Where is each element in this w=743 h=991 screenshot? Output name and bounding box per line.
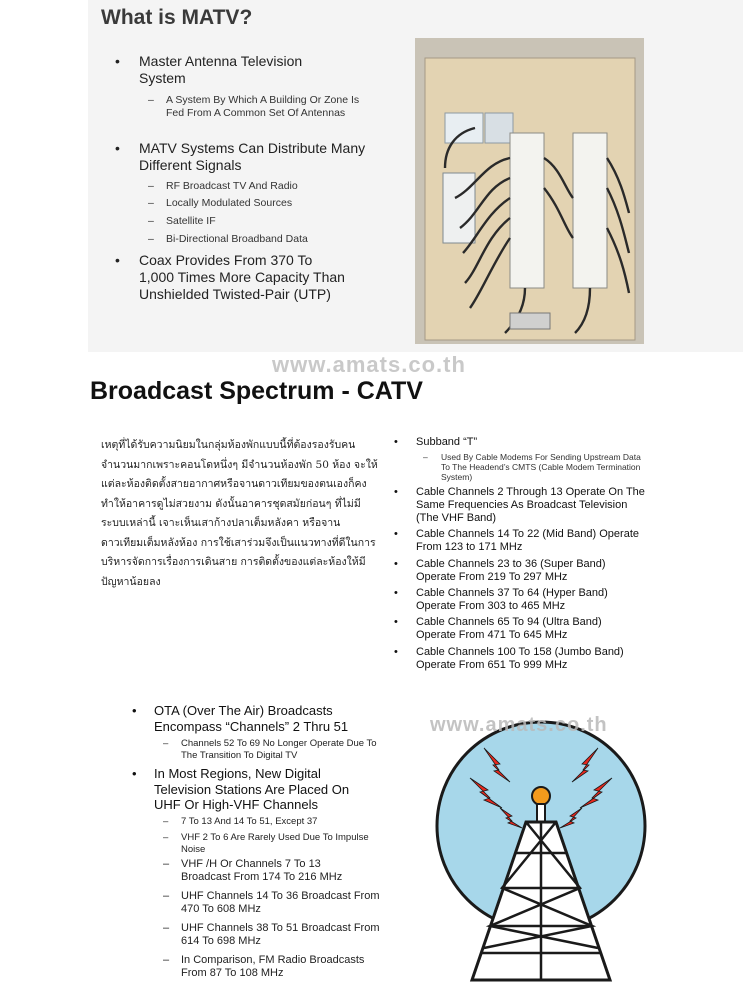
digital-bullet: • In Most Regions, New Digital Television Stations Are Placed On UHF Or High-VHF Channels [132, 766, 350, 812]
sub-bullet: – UHF Channels 14 To 36 Broadcast From 470 To 608 MHz [163, 890, 380, 915]
channel-bullet: • Cable Channels 14 To 22 (Mid Band) Operate From 123 to 171 MHz [394, 528, 639, 553]
channel-bullet: • Cable Channels 65 To 94 (Ultra Band) Operate From 471 To 645 MHz [394, 616, 602, 641]
sub-bullet: – UHF Channels 38 To 51 Broadcast From 614 To 698 MHz [163, 922, 380, 947]
broadcast-tower-illustration [430, 708, 652, 983]
subband-bullet: • Subband “T” [394, 436, 478, 448]
watermark: www.amats.co.th [430, 714, 608, 736]
sub-bullet: – A System By Which A Building Or Zone Is Fed From A Common Set Of Antennas [148, 94, 360, 119]
sub-bullet: – In Comparison, FM Radio Broadcasts From 87 To 108 MHz [163, 954, 365, 979]
bullet-matv-2: • MATV Systems Can Distribute Many Different Signals [115, 140, 366, 173]
sub-bullet: – VHF 2 To 6 Are Rarely Used Due To Impulse Noise [163, 832, 369, 855]
sub-bullet: – Locally Modulated Sources [148, 197, 293, 209]
channel-bullet: • Cable Channels 37 To 64 (Hyper Band) Operate From 303 to 465 MHz [394, 587, 608, 612]
channel-bullet: • Cable Channels 100 To 158 (Jumbo Band) Operate From 651 To 999 MHz [394, 646, 624, 671]
sub-bullet: – VHF /H Or Channels 7 To 13 Broadcast From 174 To 216 MHz [163, 858, 343, 883]
watermark: www.amats.co.th [272, 352, 466, 377]
thai-paragraph: เหตุที่ได้รับความนิยมในกลุ่มห้องพักแบบนี้ที่ต้องรองรับคนจำนวนมากเพราะคอนโดหนึ่งๆ มีจำนวนห้องพัก 50 ห้อง จะให้แต่ละห้องติดตั้งสายอากาศหรือจานดาวเทียมของตนเองก็คงทำให้อาคารดูไม่สวยงาม ดังนั้นอาคารชุดสมัยก่อนๆ ที่ไม่มีระบบเหล่านี้ เจาะเห็นเสาก้างปลาเต็มหลังคา หรือจานดาวเทียมเต็มหลังห้อง การใช้เสาร่วมจึงเป็นแนวทางที่ดีในการบริหารจัดการเรื่องการเดินสาย การติดตั้งของแต่ละห้องให้มีปัญหาน้อยลง [101, 439, 378, 588]
sub-bullet: – RF Broadcast TV And Radio [148, 180, 298, 192]
channel-bullet: • Cable Channels 2 Through 13 Operate On The Same Frequencies As Broadcast Television (The VHF Band) [394, 486, 645, 524]
sub-bullet: – Channels 52 To 69 No Longer Operate Due To The Transition To Digital TV [163, 738, 377, 761]
beacon-icon [532, 787, 550, 805]
matv-cabinet-photo [415, 38, 644, 344]
matv-title: What is MATV? [101, 6, 253, 29]
sub-bullet: – Satellite IF [148, 215, 216, 227]
channel-bullet: • Cable Channels 23 to 36 (Super Band) Operate From 219 To 297 MHz [394, 558, 606, 583]
bullet-matv-3: • Coax Provides From 370 To 1,000 Times More Capacity Than Unshielded Twisted-Pair (UTP) [115, 252, 345, 302]
catv-title: Broadcast Spectrum - CATV [90, 377, 423, 405]
sub-bullet: – 7 To 13 And 14 To 51, Except 37 [163, 816, 318, 827]
sub-bullet: – Bi-Directional Broadband Data [148, 233, 308, 245]
ota-bullet: • OTA (Over The Air) Broadcasts Encompass “Channels” 2 Thru 51 [132, 703, 349, 734]
bullet-matv-1: • Master Antenna Television System [115, 53, 303, 86]
subband-sub: – Used By Cable Modems For Sending Upstream Data To The Headend’s CMTS (Cable Modem Termination System) [423, 452, 641, 482]
